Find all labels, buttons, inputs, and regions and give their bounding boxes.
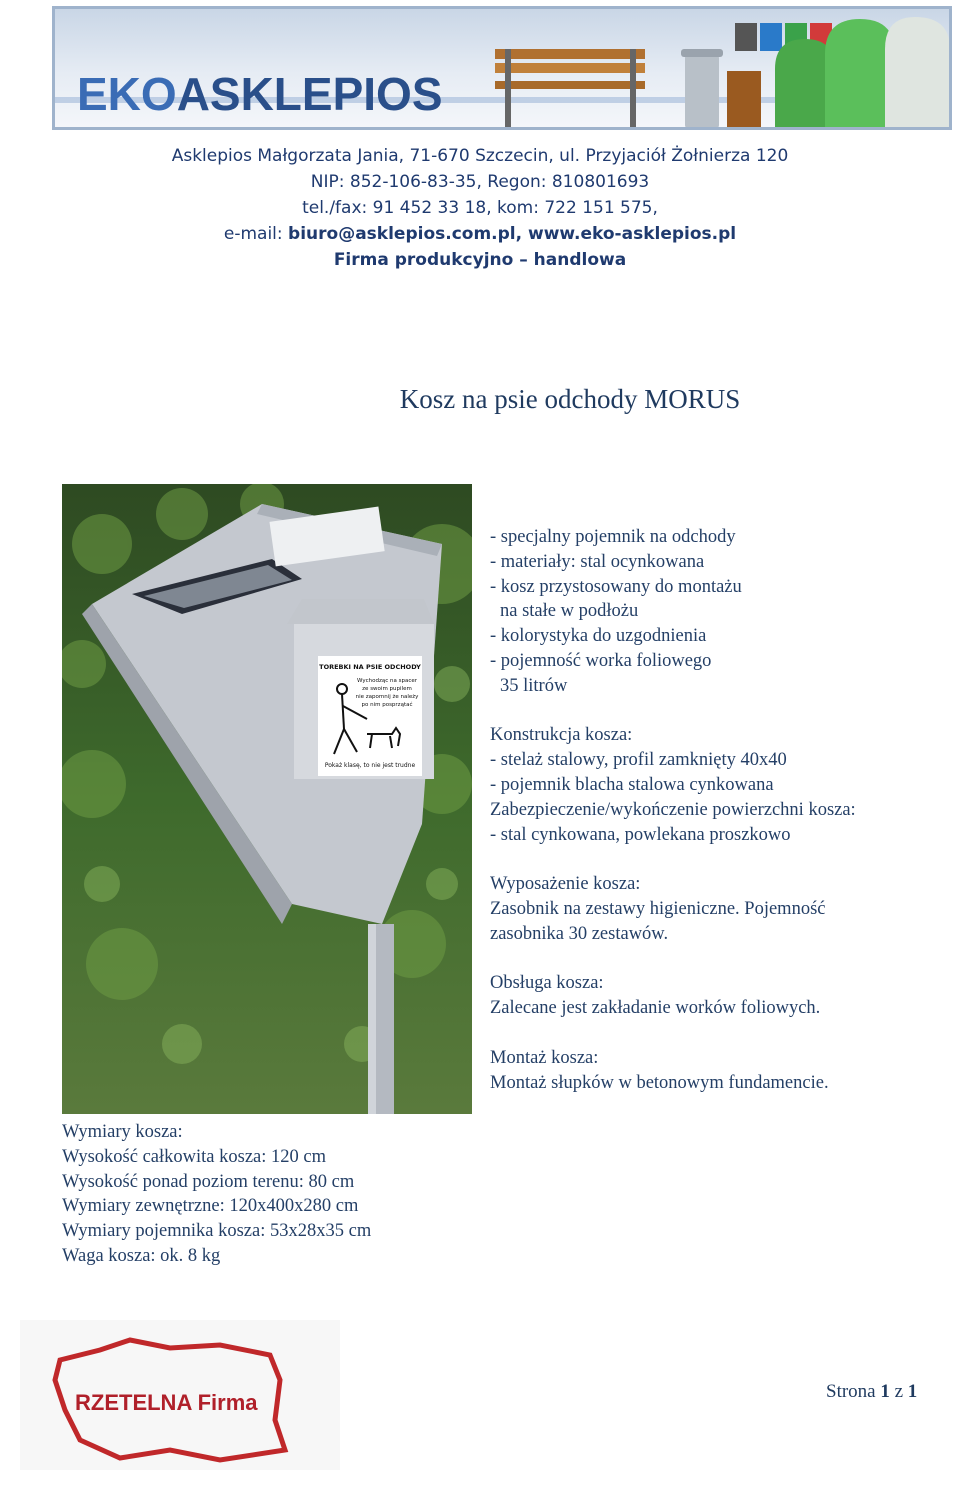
feature-5: - pojemność worka foliowego xyxy=(490,650,712,671)
dimension-1: Wysokość całkowita kosza: 120 cm xyxy=(62,1146,326,1167)
dimension-3: Wymiary zewnętrzne: 120x400x280 cm xyxy=(62,1196,359,1217)
contact-block xyxy=(0,143,960,273)
header-banner xyxy=(52,6,952,130)
construction-2: - pojemnik blacha stalowa cynkowana xyxy=(490,774,774,795)
service-1: Zalecane jest zakładanie worków foliowych. xyxy=(490,998,821,1019)
feature-3: - kosz przystosowany do montażu xyxy=(490,576,742,597)
feature-4: - kolorystyka do uzgodnienia xyxy=(490,626,707,647)
tax-line: NIP: 852-106-83-35, Regon: 810801693 xyxy=(310,172,650,192)
bench-icon xyxy=(495,49,645,129)
green-container-icon-2 xyxy=(825,19,895,129)
sign-line-2: ze swoim pupilem xyxy=(362,686,412,692)
feature-3-continued: na stałe w podłożu xyxy=(500,601,639,622)
page-number: Strona 1 z 1 xyxy=(826,1381,918,1402)
equipment-heading: Wyposażenie kosza: xyxy=(490,874,641,895)
mount-1: Montaż słupków w betonowym fundamencie. xyxy=(490,1072,829,1093)
protection-1: - stal cynkowana, powlekana proszkowo xyxy=(490,824,791,845)
equipment-2: zasobnika 30 zestawów. xyxy=(490,923,669,944)
feature-5-continued: 35 litrów xyxy=(500,675,568,696)
dimension-4: Wymiary pojemnika kosza: 53x28x35 cm xyxy=(62,1221,372,1242)
company-logo: EKOASKLEPIOS xyxy=(77,68,443,120)
dispenser-sign xyxy=(318,656,422,776)
email-website-link[interactable]: biuro@asklepios.com.pl, www.eko-asklepios.pl xyxy=(288,224,737,244)
dimension-2: Wysokość ponad poziom terenu: 80 cm xyxy=(62,1171,355,1192)
phone-line: tel./fax: 91 452 33 18, kom: 722 151 575, xyxy=(302,198,658,218)
dimension-5: Waga kosza: ok. 8 kg xyxy=(62,1245,221,1266)
black-bin-icon xyxy=(735,23,757,51)
mount-heading: Montaż kosza: xyxy=(490,1047,599,1068)
wooden-bin-icon xyxy=(727,71,761,129)
product-features xyxy=(490,525,950,1095)
page-title: Kosz na psie odchody MORUS xyxy=(399,384,741,414)
rzetelna-firma-stamp xyxy=(20,1320,340,1470)
protection-heading: Zabezpieczenie/wykończenie powierzchni kosza: xyxy=(490,799,856,820)
metal-bin-icon xyxy=(685,54,719,129)
dimensions-block xyxy=(62,1120,482,1269)
service-heading: Obsługa kosza: xyxy=(490,973,604,994)
address-line: Asklepios Małgorzata Jania, 71-670 Szczecin, ul. Przyjaciół Żołnierza 120 xyxy=(171,146,789,166)
sign-line-3: nie zapomnij że należy xyxy=(355,694,419,700)
blue-bin-icon xyxy=(760,23,782,51)
white-container-icon xyxy=(885,17,950,129)
sign-title: TOREBKI NA PSIE ODCHODY xyxy=(319,663,421,671)
product-photo xyxy=(62,484,472,1114)
banner-products-illustration xyxy=(485,9,952,130)
sign-line-1: Wychodząc na spacer xyxy=(357,678,417,684)
sign-footer: Pokaż klasę, to nie jest trudne xyxy=(324,762,416,769)
stamp-text: RZETELNA Firma xyxy=(75,1390,258,1415)
feature-2: - materiały: stal ocynkowana xyxy=(490,551,705,572)
construction-1: - stelaż stalowy, profil zamknięty 40x40 xyxy=(490,750,787,771)
email-line: e-mail: biuro@asklepios.com.pl, www.eko-asklepios.pl xyxy=(223,224,737,244)
equipment-1: Zasobnik na zestawy higieniczne. Pojemność xyxy=(490,898,826,919)
sign-line-4: po nim posprzątać xyxy=(361,702,413,708)
feature-1: - specjalny pojemnik na odchody xyxy=(490,527,736,547)
dimensions-heading: Wymiary kosza: xyxy=(62,1122,183,1142)
company-type-line: Firma produkcyjno – handlowa xyxy=(333,250,627,270)
construction-heading: Konstrukcja kosza: xyxy=(490,725,633,746)
